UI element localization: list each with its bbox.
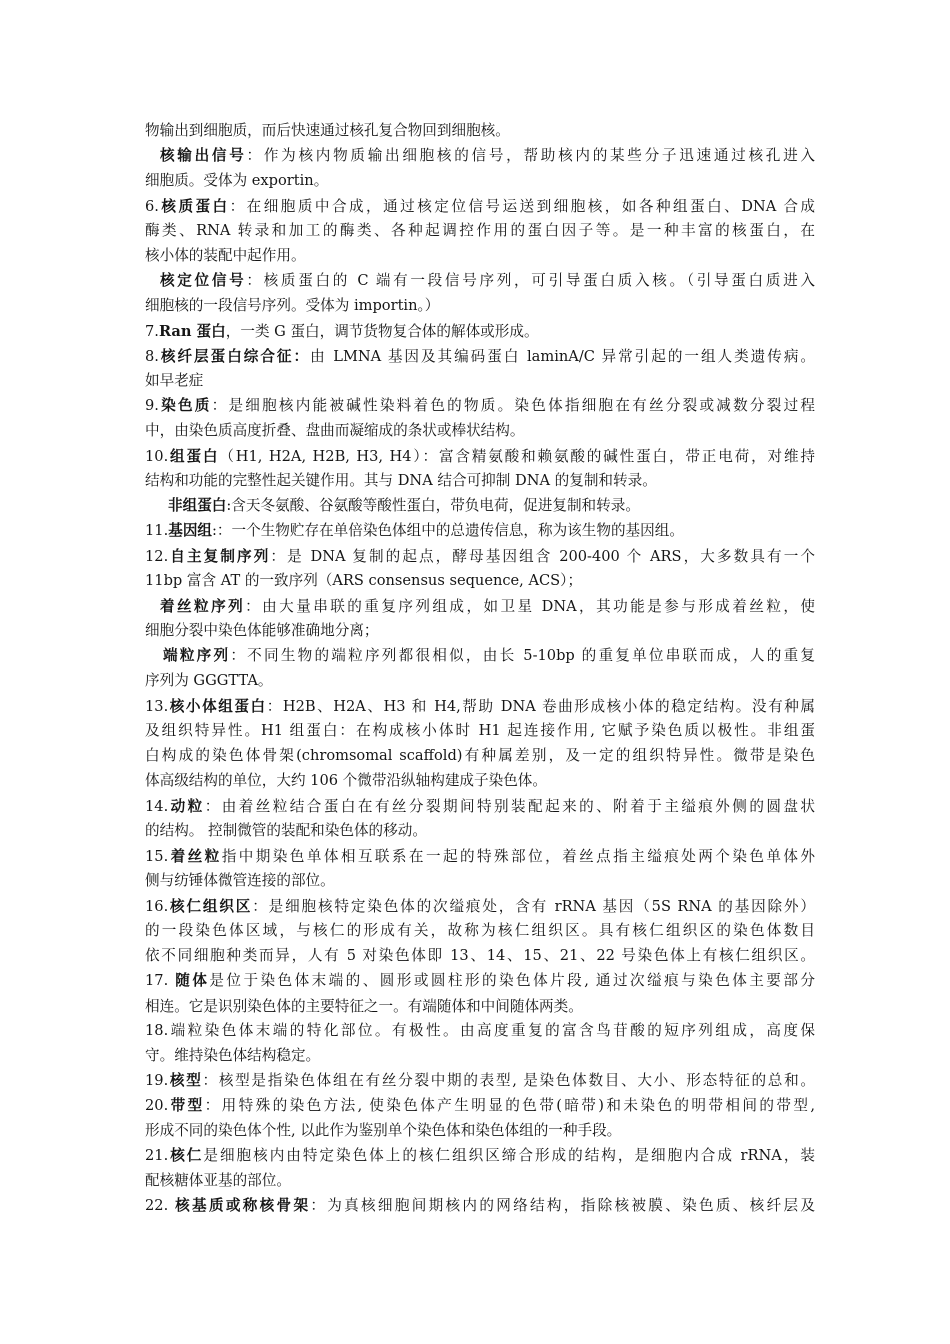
text-run: 22. xyxy=(145,1197,176,1214)
text-run: 侧与纺锤体微管连接的部位。 xyxy=(145,872,335,889)
text-line xyxy=(145,1118,815,1143)
text-run: ：是细胞核内能被碱性染料着色的物质。染色体指细胞在有丝分裂或减数分裂过程 xyxy=(211,397,815,414)
text-run: 是细胞核内由特定染色体上的核仁组织区缔合形成的结构，是细胞内合成 rRNA，装 xyxy=(203,1147,815,1164)
text-line xyxy=(145,118,815,143)
text-line xyxy=(145,1018,815,1043)
term-label: 自主复制序列 xyxy=(168,548,271,565)
term-label: 染色质 xyxy=(158,397,212,414)
text-run: 物输出到细胞质，而后快速通过核孔复合物回到细胞核。 xyxy=(145,122,510,139)
text-run: ，一类 G 蛋白，调节货物复合体的解体或形成。 xyxy=(225,323,539,340)
text-line xyxy=(145,818,815,843)
text-run: 13. xyxy=(145,698,169,715)
text-run: （H1, H2A, H2B, H3, H4）：富含精氨酸和赖氨酸的碱性蛋白，带正电荷，对维持 xyxy=(219,448,815,465)
text-line xyxy=(145,894,815,919)
text-run: 14. xyxy=(145,798,169,815)
text-line xyxy=(145,319,815,344)
text-line xyxy=(145,868,815,893)
text-run: 序列为 GGGTTA。 xyxy=(145,672,273,689)
text-run: ：核型是指染色体组在有丝分裂中期的表型, 是染色体数目、大小、形态特征的总和。 xyxy=(202,1072,815,1089)
text-run: ：在细胞质中合成，通过核定位信号运送到细胞核，如各种组蛋白、DNA 合成 xyxy=(229,198,815,215)
text-run: 指中期染色单体相互联系在一起的特殊部位，着丝点指主缢痕处两个染色单体外 xyxy=(221,848,815,865)
text-line xyxy=(145,794,815,819)
term-label: 着丝粒 xyxy=(168,848,222,865)
term-label: 核型 xyxy=(168,1072,203,1089)
term-label: 核输出信号 xyxy=(160,147,247,164)
text-run: 17. xyxy=(145,972,176,989)
term-label: 核小体组蛋白 xyxy=(168,698,267,715)
term-label: 端粒序列 xyxy=(163,647,231,664)
text-line xyxy=(145,618,815,643)
term-label: 着丝粒序列 xyxy=(160,598,246,615)
text-run: 核小体的装配中起作用。 xyxy=(145,247,306,264)
text-run: :含天冬氨酸、谷氨酸等酸性蛋白，带负电荷，促进复制和转录。 xyxy=(226,497,640,514)
term-label: 随体 xyxy=(175,972,210,989)
text-run: 体高级结构的单位，大约 106 个微带沿纵轴构建成子染色体。 xyxy=(145,772,547,789)
text-run: 15. xyxy=(145,848,169,865)
text-line xyxy=(145,1093,815,1118)
text-run: ：由大量串联的重复序列组成，如卫星 DNA，其功能是参与形成着丝粒，使 xyxy=(245,598,815,615)
text-run: 18.端粒染色体末端的特化部位。有极性。由高度重复的富含鸟苷酸的短序列组成，高度保 xyxy=(145,1022,815,1039)
text-run: ：作为核内物质输出细胞核的信号，帮助核内的某些分子迅速通过核孔进入 xyxy=(246,147,815,164)
text-line xyxy=(145,444,815,469)
text-run: 细胞分裂中染色体能够准确地分离； xyxy=(145,622,379,639)
text-line xyxy=(145,218,815,243)
term-label: 基因组 xyxy=(168,522,213,539)
text-line xyxy=(145,368,815,393)
term-label: 非组蛋白 xyxy=(168,497,227,514)
text-run: 19. xyxy=(145,1072,169,1089)
text-run: 9. xyxy=(145,397,159,414)
text-run: 12. xyxy=(145,548,169,565)
term-label: Ran 蛋白 xyxy=(158,323,226,340)
text-run: 10. xyxy=(145,448,169,465)
text-line xyxy=(145,718,815,743)
text-line xyxy=(145,293,815,318)
text-run: 依不同细胞种类而异，人有 5 对染色体即 13、14、15、21、22 号染色体上有核仁组织区。 xyxy=(145,947,815,964)
text-line xyxy=(145,694,815,719)
text-run: ：为真核细胞间期核内的网络结构，指除核被膜、染色质、核纤层及 xyxy=(310,1197,815,1214)
text-run: 细胞质。受体为 exportin。 xyxy=(145,172,329,189)
text-run: ：由着丝粒结合蛋白在有丝分裂期间特别装配起来的、附着于主缢痕外侧的圆盘状 xyxy=(204,798,815,815)
text-line xyxy=(145,743,815,768)
text-line xyxy=(145,468,815,493)
text-run: 的结构。 控制微管的装配和染色体的移动。 xyxy=(145,822,427,839)
term-label: 组蛋白 xyxy=(168,448,220,465)
text-line xyxy=(145,1043,815,1068)
text-run: 7. xyxy=(145,323,159,340)
text-run: 11bp 富含 AT 的一致序列（ARS consensus sequence, ACS）； xyxy=(145,572,583,589)
text-run: 形成不同的染色体个性, 以此作为鉴别单个染色体和染色体组的一种手段。 xyxy=(145,1122,622,1139)
text-run: :：一个生物贮存在单倍染色体组中的总遗传信息，称为该生物的基因组。 xyxy=(212,522,684,539)
text-run: 是位于染色体末端的、圆形或圆柱形的染色体片段, 通过次缢痕与染色体主要部分 xyxy=(209,972,815,989)
text-line xyxy=(145,1193,815,1218)
text-run: 相连。它是识别染色体的主要特征之一。有端随体和中间随体两类。 xyxy=(145,998,583,1015)
text-line xyxy=(145,518,815,543)
text-run: 由 LMNA 基因及其编码蛋白 laminA/C 异常引起的一组人类遗传病。 xyxy=(310,348,815,365)
text-line xyxy=(145,418,815,443)
text-line xyxy=(145,968,815,993)
text-line xyxy=(145,994,815,1019)
text-run: ：用特殊的染色方法, 使染色体产生明显的色带(暗带)和未染色的明带相间的带型, xyxy=(204,1097,815,1114)
text-run: 配核糖体亚基的部位。 xyxy=(145,1172,291,1189)
text-line xyxy=(145,918,815,943)
text-run: 如早老症 xyxy=(145,372,204,389)
text-line xyxy=(145,844,815,869)
text-line xyxy=(145,943,815,968)
text-run: 11. xyxy=(145,522,169,539)
text-line xyxy=(145,1068,815,1093)
text-run: 细胞核的一段信号序列。受体为 importin。） xyxy=(145,297,440,314)
text-line xyxy=(145,1168,815,1193)
text-line xyxy=(145,768,815,793)
text-run: 白构成的染色体骨架(chromsomal scaffold)有种属差别，及一定的组织特异性。微带是染色 xyxy=(145,747,815,764)
text-line xyxy=(145,243,815,268)
text-line xyxy=(145,168,815,193)
text-run: 结构和功能的完整性起关键作用。其与 DNA 结合可抑制 DNA 的复制和转录。 xyxy=(145,472,657,489)
text-line xyxy=(145,668,815,693)
text-line xyxy=(145,393,815,418)
text-line xyxy=(145,1143,815,1168)
term-label: 核质蛋白 xyxy=(158,198,230,215)
text-run: ：不同生物的端粒序列都很相似，由长 5-10bp 的重复单位串联而成，人的重复 xyxy=(230,647,815,664)
text-run: ：核质蛋白的 C 端有一段信号序列，可引导蛋白质入核。（引导蛋白质进入 xyxy=(246,272,815,289)
text-run: ：是 DNA 复制的起点，酵母基因组含 200-400 个 ARS，大多数具有一个 xyxy=(270,548,815,565)
text-run: 及组织特异性。H1 组蛋白：在构成核小体时 H1 起连接作用, 它赋予染色质以极性。非组蛋 xyxy=(145,722,815,739)
text-line xyxy=(168,493,815,518)
text-line xyxy=(145,568,815,593)
term-label: 核纤层蛋白综合征： xyxy=(158,348,311,365)
text-run: 21. xyxy=(145,1147,169,1164)
term-label: 核仁组织区 xyxy=(168,898,253,915)
text-line xyxy=(160,594,815,619)
text-run: 6. xyxy=(145,198,159,215)
term-label: 带型 xyxy=(168,1097,205,1114)
text-run: 20. xyxy=(145,1097,169,1114)
text-line xyxy=(145,194,815,219)
text-run: 中，由染色质高度折叠、盘曲而凝缩成的条状或棒状结构。 xyxy=(145,422,525,439)
term-label: 动粒 xyxy=(168,798,205,815)
text-line xyxy=(163,643,815,668)
text-line xyxy=(145,344,815,369)
term-label: 核仁 xyxy=(168,1147,204,1164)
text-run: 8. xyxy=(145,348,159,365)
text-run: ：H2B、H2A、H3 和 H4,帮助 DNA 卷曲形成核小体的稳定结构。没有种属 xyxy=(266,698,815,715)
text-run: 16. xyxy=(145,898,169,915)
term-label: 核定位信号 xyxy=(160,272,247,289)
text-run: 守。维持染色体结构稳定。 xyxy=(145,1047,321,1064)
text-run: ：是细胞核特定染色体的次缢痕处，含有 rRNA 基因（5S RNA 的基因除外） xyxy=(252,898,815,915)
text-line xyxy=(160,143,815,168)
text-line xyxy=(145,544,815,569)
text-line xyxy=(160,268,815,293)
text-run: 酶类、RNA 转录和加工的酶类、各种起调控作用的蛋白因子等。是一种丰富的核蛋白，在 xyxy=(145,222,815,239)
term-label: 核基质或称核骨架 xyxy=(175,1197,311,1214)
text-run: 的一段染色体区域，与核仁的形成有关，故称为核仁组织区。具有核仁组织区的染色体数目 xyxy=(145,922,815,939)
